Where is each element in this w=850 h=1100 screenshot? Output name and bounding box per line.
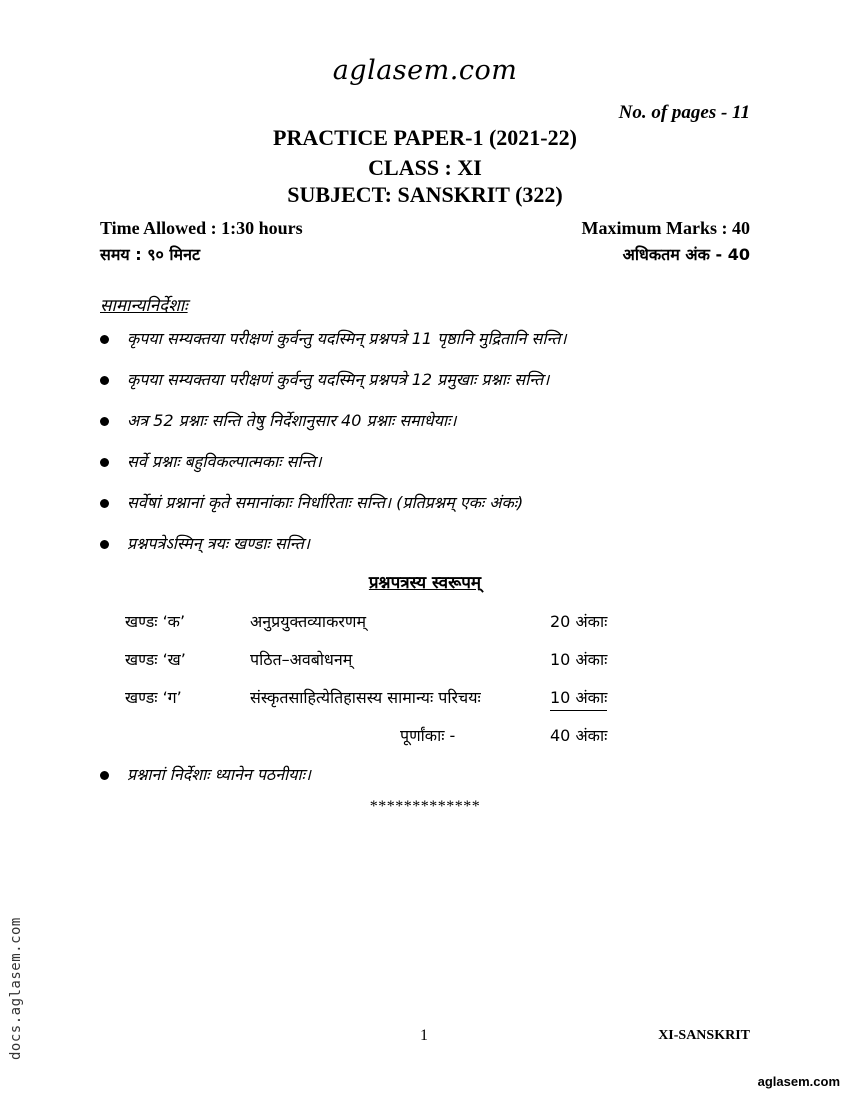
- bullet-icon: [100, 417, 109, 426]
- total-label: पूर्णांकाः -: [400, 726, 456, 745]
- structure-title: प्रश्नपत्रस्य स्वरूपम्: [368, 573, 482, 593]
- bullet-icon: [100, 335, 109, 344]
- bullet-icon: [100, 771, 109, 780]
- bullet-icon: [100, 540, 109, 549]
- instruction-item: सर्वे प्रश्नाः बहुविकल्पात्मकाः सन्ति।: [100, 448, 760, 489]
- page-number: 1: [420, 1027, 428, 1044]
- paper-title: PRACTICE PAPER-1 (2021-22): [273, 125, 577, 150]
- maximum-marks: Maximum Marks : 40: [581, 218, 750, 238]
- meta-hindi: [100, 243, 750, 265]
- marks-hindi: अधिकतम अंक - 40: [622, 245, 750, 264]
- class-line: CLASS : XI: [368, 155, 482, 180]
- separator-stars: *************: [369, 798, 481, 815]
- instruction-item: कृपया सम्यक्तया परीक्षणं कुर्वन्तु यदस्मिन् प्रश्नपत्रे 12 प्रमुखाः प्रश्नाः सन्ति।: [100, 366, 760, 407]
- subject-line: SUBJECT: SANSKRIT (322): [287, 182, 563, 207]
- bullet-icon: [100, 458, 109, 467]
- instruction-item: सर्वेषां प्रश्नानां कृते समानांकाः निर्धारिताः सन्ति। (प्रतिप्रश्नम् एकः अंकः): [100, 489, 760, 530]
- instruction-item: अत्र 52 प्रश्नाः सन्ति तेषु निर्देशानुसार 40 प्रश्नाः समाधेयाः।: [100, 407, 760, 448]
- time-allowed: Time Allowed : 1:30 hours: [100, 218, 303, 238]
- pages-count: No. of pages - 11: [618, 102, 750, 123]
- side-url: docs.aglasem.com: [8, 917, 24, 1060]
- instruction-item: कृपया सम्यक्तया परीक्षणं कुर्वन्तु यदस्मिन् प्रश्नपत्रे 11 पृष्ठानि मुद्रितानि सन्ति।: [100, 325, 760, 366]
- brand-logo-text: aglasem.com: [332, 55, 518, 86]
- bullet-icon: [100, 499, 109, 508]
- brand-footer: aglasem.com: [757, 1074, 840, 1089]
- total-marks: 40 अंकाः: [550, 726, 608, 745]
- general-instructions-title: सामान्यनिर्देशाः: [100, 296, 188, 316]
- meta-english: [100, 218, 750, 239]
- instruction-item: प्रश्नपत्रेऽस्मिन् त्रयः खण्डाः सन्ति।: [100, 530, 760, 571]
- footer-subject: XI-SANSKRIT: [658, 1028, 750, 1043]
- final-note: प्रश्नानां निर्देशाः ध्यानेन पठनीयाः।: [100, 763, 311, 785]
- time-hindi: समय : ९० मिनट: [100, 245, 201, 264]
- bullet-icon: [100, 376, 109, 385]
- instructions-list: [100, 325, 760, 571]
